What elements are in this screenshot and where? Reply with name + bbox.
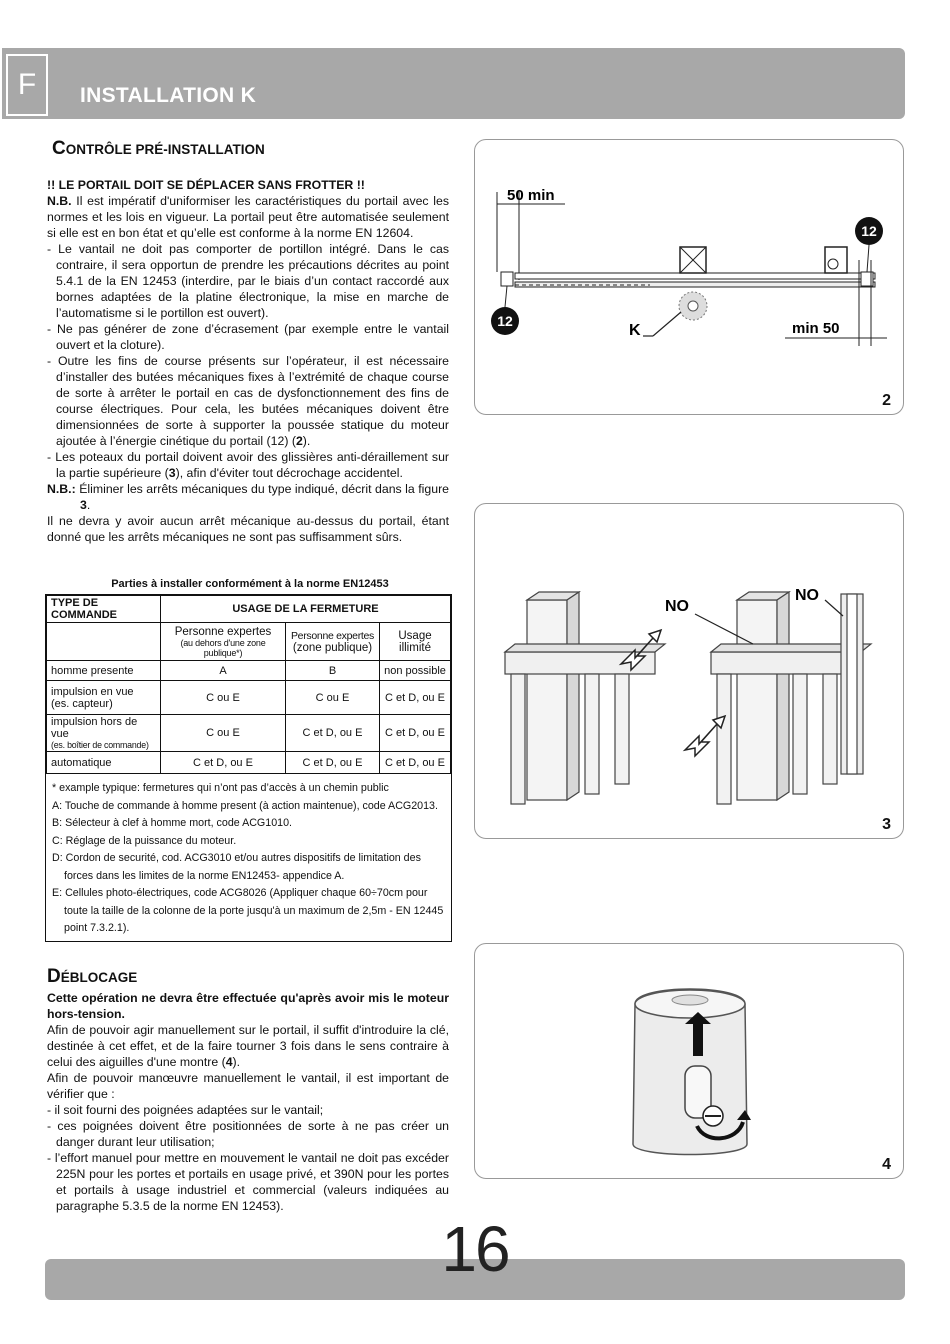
deblocage-body — [47, 990, 449, 1214]
col-header-usage: USAGE DE LA FERMETURE — [161, 596, 451, 623]
figure-number: 3 — [882, 816, 891, 833]
figure-3 — [474, 503, 904, 839]
label-12: 12 — [861, 223, 877, 239]
subheader-1: Personne expertes (au dehors d'une zone publique*) — [161, 623, 286, 661]
warning-text: !! LE PORTAIL DOIT SE DÉPLACER SANS FROTTER !! — [47, 178, 365, 192]
final-paragraph: Il ne devra y avoir aucun arrêt mécanique au-dessus du portail, étant donné que les arrêts mécaniques ne sont pas suffisamment sûrs. — [47, 514, 449, 544]
norm-table — [46, 595, 451, 774]
table-caption: Parties à installer conformément à la norme EN12453 — [111, 578, 389, 590]
label-12: 12 — [497, 313, 513, 329]
paragraph: Afin de pouvoir manœuvre manuellement le vantail, il est important de vérifier que : — [47, 1071, 449, 1101]
list-item: - il soit fourni des poignées adaptées sur le vantail; — [47, 1103, 324, 1117]
gate-diagram — [475, 140, 905, 416]
table-row: impulsion en vue (es. capteur) C ou E C ou E C et D, ou E — [47, 681, 451, 715]
page-title: INSTALLATION K — [80, 84, 257, 107]
subheader-2: Personne expertes (zone publique) — [286, 623, 380, 661]
nb-paragraph: N.B. Il est impératif d'uniformiser les caractéristiques du portail avec les normes et les lois en vigueur. La portail peut être automatisée seulement si elle est en bon état et qu’elle est conforme à la norme EN 12604. — [47, 194, 449, 240]
section-title-deblocage: DÉBLOCAGE — [47, 966, 138, 987]
note-item: E: Cellules photo-électriques, code ACG8026 (Appliquer chaque 60÷70cm pour toute la taille de la colonne de la porte jusqu'à un maximum de 2,5m - EN 12445 point 7.3.2.1). — [52, 887, 444, 934]
label-50min: 50 min — [507, 187, 555, 204]
list-item: - l’effort manuel pour mettre en mouvement le vantail ne doit pas excéder 225N pour les portes et portails en usage privé, et 390N pour les portes et portails à usage industriel et commercial (valeurs indiquées au paragraphe 5.3.5 de la norme EN 12453). — [47, 1151, 449, 1213]
figure-2 — [474, 139, 904, 415]
table-row: impulsion hors de vue (es. boîtier de commande) C ou E C et D, ou E C et D, ou E — [47, 715, 451, 752]
list-item: - Le vantail ne doit pas comporter de portillon intégré. Dans le cas contraire, il sera opportun de prendre les précautions décrites au point 5.4.1 de la EN 12453 (interdire, par le biais d’un contact raccordé aux bornes adaptées de la platine électronique, la mise en marche de l’automatisme si le portillon est ouvert). — [47, 242, 449, 320]
warning-text: Cette opération ne devra être effectuée qu'après avoir mis le moteur hors-tension. — [47, 991, 449, 1021]
label-min50: min 50 — [792, 320, 840, 337]
figure-number: 2 — [882, 392, 891, 409]
motor-release-diagram — [475, 944, 905, 1180]
table-row: homme presente A B non possible — [47, 661, 451, 681]
norm-table-box — [45, 594, 452, 942]
note-item: * example typique: fermetures qui n’ont pas d’accès à un chemin public — [52, 782, 389, 794]
page-number: 16 — [441, 1213, 509, 1285]
post-guides-diagram — [475, 504, 905, 840]
col-header-type: TYPE DE COMMANDE — [47, 596, 161, 623]
figure-number: 4 — [882, 1156, 891, 1173]
paragraph: Afin de pouvoir agir manuellement sur le portail, il suffit d'introduire la clé, destinée à cet effet, et de la faire tourner 3 fois dans le sens contraire à celui des aiguilles d'une montre (4). — [47, 1023, 449, 1069]
label-no: NO — [795, 587, 819, 604]
label-no: NO — [665, 598, 689, 615]
note-item: D: Cordon de securité, cod. ACG3010 et/ou autres dispositifs de limitation des forces dans les limites de la norme EN12453- appendice A. — [52, 852, 421, 882]
list-item: - ces poignées doivent être positionnées de sorte à ne pas créer un danger durant leur utilisation; — [47, 1119, 449, 1149]
section-title-controle: CONTRÔLE PRÉ-INSTALLATION — [52, 138, 265, 159]
label-k: K — [629, 322, 641, 339]
controle-body — [47, 177, 449, 545]
language-badge: F — [6, 54, 48, 116]
figure-4 — [474, 943, 904, 1179]
note-item: A: Touche de commande à homme present (à action maintenue), code ACG2013. — [52, 799, 438, 812]
table-notes — [46, 774, 451, 938]
list-item: - Ne pas générer de zone d’écrasement (par exemple entre le vantail ouvert et la cloture). — [47, 322, 449, 352]
subheader-3: Usage illimité — [380, 623, 451, 661]
table-row: automatique C et D, ou E C et D, ou E C et D, ou E — [47, 752, 451, 774]
note-item: C: Réglage de la puissance du moteur. — [52, 834, 237, 847]
list-item: - Outre les fins de course présents sur l’opérateur, il est nécessaire d’installer des butées mécaniques fixes à l’extrémité de chaque course de sorte à arrêter le portail en cas de dysfonctionnement des fins de course électriques. Pour cela, les butées mécaniques doivent être dimensionnées de sorte à supporter la poussée statique du moteur ajoutée à l’énergie cinétique du portail (12) (2). — [47, 354, 449, 448]
list-item: - Les poteaux du portail doivent avoir des glissières anti-déraillement sur la partie supérieure (3), afin d'éviter tout décrochage accidentel. — [47, 450, 449, 480]
nb2-paragraph: N.B.: Éliminer les arrêts mécaniques du type indiqué, décrit dans la figure 3. — [47, 482, 449, 512]
note-item: B: Sélecteur à clef à homme mort, code ACG1010. — [52, 817, 292, 829]
